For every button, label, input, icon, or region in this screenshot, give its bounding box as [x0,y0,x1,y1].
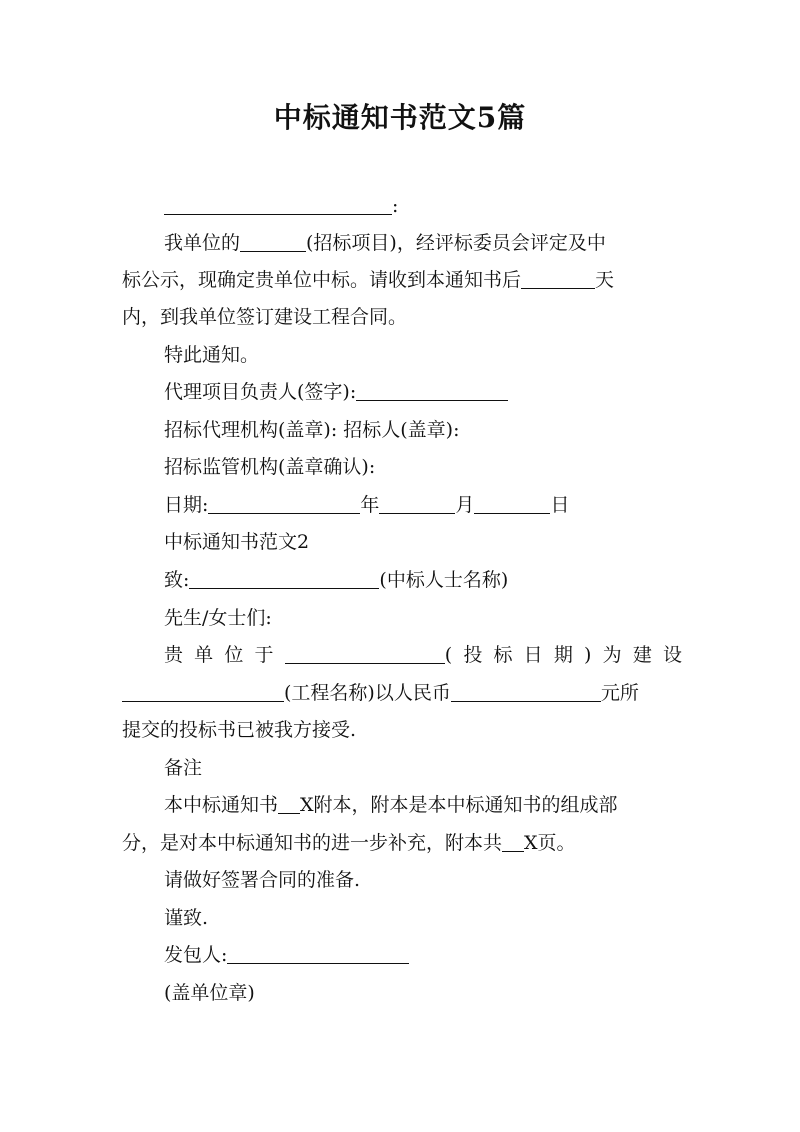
date-line: 日期: 年 月 日 [164,494,570,516]
attachment-count-blank [278,794,300,814]
issuer-blank [227,944,409,964]
winner-name-blank [189,569,379,589]
attachment-pages-blank [502,832,524,852]
paragraph-3-line-2: 分，是对本中标通知书的进一步补充，附本共 X页。 [122,832,576,854]
issuer-line: 发包人: [164,937,682,973]
agent-sign-line: 代理项目负责人(签字): [164,374,682,410]
notice-line: 特此通知。 [164,344,260,366]
regards-line: 谨致. [164,907,209,929]
addressee-blank [164,195,392,215]
section-2-heading: 中标通知书范文2 [164,531,310,553]
paragraph-4-line: 请做好签署合同的准备. [164,869,361,891]
bid-date-blank [285,644,445,664]
to-line: 致: (中标人士名称) [164,569,509,591]
paragraph-1-line-2: 标公示，现确定贵单位中标。请收到本通知书后 天 [122,269,615,291]
agency-seal-line: 招标代理机构(盖章): 招标人(盖章): [164,419,460,441]
amount-blank [451,682,601,702]
paragraph-2-line-2: (工程名称)以人民币 元所 [122,675,682,711]
addressee-line: : [164,188,682,224]
paragraph-2-line-1: 贵单位于 (投标日期)为建设 [164,644,682,666]
issuer-seal-line: (盖单位章) [164,982,255,1004]
paragraph-2-line-3: 提交的投标书已被我方接受. [122,719,357,741]
paragraph-1-line-3: 内，到我单位签订建设工程合同。 [122,306,408,328]
year-blank [208,494,360,514]
agent-sign-blank [356,381,508,401]
document-title: 中标通知书范文5篇 [273,101,527,134]
project-name-blank [122,682,284,702]
days-blank [521,269,595,289]
supervision-seal-line: 招标监管机构(盖章确认): [164,456,376,478]
remark-heading: 备注 [164,757,203,779]
month-blank [379,494,455,514]
day-blank [474,494,550,514]
paragraph-3-line-1: 本中标通知书 X附本，附本是本中标通知书的组成部 [164,794,618,816]
salutation-line: 先生/女士们: [164,607,272,629]
project-blank [240,232,306,252]
paragraph-1-line-1: 我单位的 (招标项目)，经评标委员会评定及中 [164,232,606,254]
